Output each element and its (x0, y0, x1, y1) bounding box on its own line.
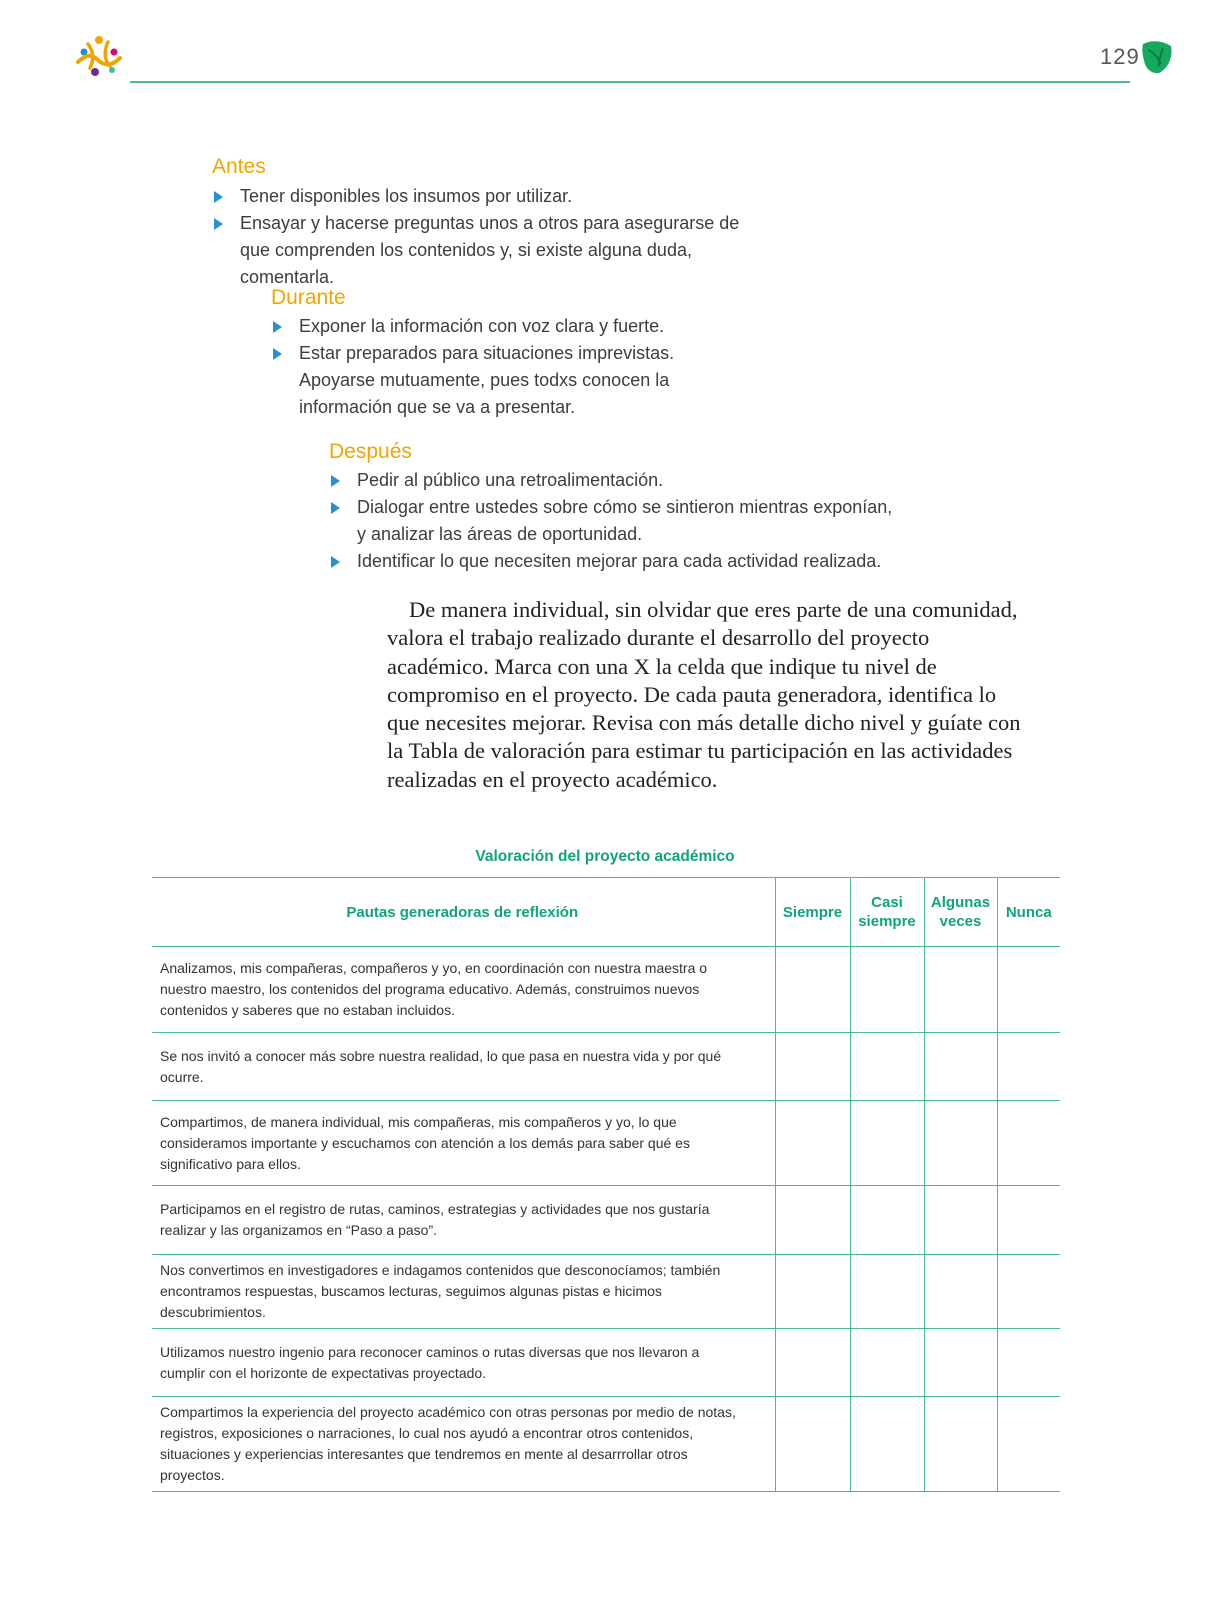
header-pautas: Pautas generadoras de reflexión (152, 878, 775, 947)
cell-nunca[interactable] (997, 1255, 1060, 1329)
cell-siempre[interactable] (775, 1186, 850, 1255)
cell-casi-siempre[interactable] (850, 1255, 924, 1329)
header-nunca: Nunca (997, 878, 1060, 947)
list-despues (329, 467, 894, 575)
section-title-durante: Durante (271, 286, 346, 309)
table-caption: Valoración del proyecto académico (475, 848, 735, 865)
pauta-text: Participamos en el registro de rutas, caminos, estrategias y actividades que nos gustaría realizar y las organizamos en “Paso a paso”. (152, 1186, 775, 1255)
header-casi-siempre: Casi siempre (850, 878, 924, 947)
bullet-arrow-icon (273, 348, 282, 360)
cell-nunca[interactable] (997, 1101, 1060, 1186)
cell-siempre[interactable] (775, 1255, 850, 1329)
section-title-antes: Antes (212, 155, 266, 178)
table-header-row (152, 878, 1060, 947)
cell-algunas-veces[interactable] (924, 1255, 997, 1329)
bullet-arrow-icon (273, 321, 282, 333)
intro-paragraph: De manera individual, sin olvidar que eres parte de una comunidad, valora el trabajo realizado durante el desarrollo del proyecto académico. Marca con una X la celda que indique tu nivel de compromiso en el proyecto. De cada pauta generadora, identifica lo que necesites mejorar. Revisa con más detalle dicho nivel y guíate con la Tabla de valoración para estimar tu participación en las actividades realizadas en el proyecto académico. (387, 597, 1021, 792)
cell-nunca[interactable] (997, 1033, 1060, 1101)
cell-algunas-veces[interactable] (924, 1101, 997, 1186)
list-durante (271, 313, 746, 421)
page-number: 129 (1100, 44, 1140, 69)
cell-nunca[interactable] (997, 947, 1060, 1033)
logo-icon (72, 32, 126, 86)
cell-algunas-veces[interactable] (924, 1033, 997, 1101)
cell-algunas-veces[interactable] (924, 947, 997, 1033)
pauta-text: Compartimos la experiencia del proyecto académico con otras personas por medio de notas, registros, exposiciones o narraciones, lo cual nos ayudó a encontrar otros contenidos, situaciones y experiencias interesantes que tendremos en mente al desarrrollar otros proyectos. (152, 1397, 775, 1492)
cell-algunas-veces[interactable] (924, 1186, 997, 1255)
cell-nunca[interactable] (997, 1186, 1060, 1255)
table-row (152, 1397, 1060, 1492)
cell-nunca[interactable] (997, 1397, 1060, 1492)
list-item: Exponer la información con voz clara y fuerte. (271, 313, 746, 340)
table-row (152, 1186, 1060, 1255)
cell-casi-siempre[interactable] (850, 1397, 924, 1492)
cell-casi-siempre[interactable] (850, 1329, 924, 1397)
table-row (152, 1033, 1060, 1101)
table-row (152, 1101, 1060, 1186)
list-item: Ensayar y hacerse preguntas unos a otros para asegurarse de que comprenden los contenidos y, si existe alguna duda, comentarla. (212, 210, 752, 291)
cell-casi-siempre[interactable] (850, 947, 924, 1033)
header-siempre: Siempre (775, 878, 850, 947)
list-item: Estar preparados para situaciones imprevistas. Apoyarse mutuamente, pues todxs conocen la información que se va a presentar. (271, 340, 746, 421)
cell-siempre[interactable] (775, 1033, 850, 1101)
list-item: Tener disponibles los insumos por utilizar. (212, 183, 752, 210)
valoracion-table (152, 877, 1060, 1492)
table-row (152, 1329, 1060, 1397)
header-rule (130, 81, 1130, 83)
bullet-arrow-icon (214, 191, 223, 203)
pauta-text: Utilizamos nuestro ingenio para reconocer caminos o rutas diversas que nos llevaron a cumplir con el horizonte de expectativas proyectado. (152, 1329, 775, 1397)
table-row (152, 1255, 1060, 1329)
list-item: Dialogar entre ustedes sobre cómo se sintieron mientras exponían, y analizar las áreas de oportunidad. (329, 494, 894, 548)
cell-casi-siempre[interactable] (850, 1186, 924, 1255)
bullet-arrow-icon (331, 502, 340, 514)
pauta-text: Nos convertimos en investigadores e indagamos contenidos que desconocíamos; también encontramos respuestas, buscamos lecturas, seguimos algunas pistas e hicimos descubrimientos. (152, 1255, 775, 1329)
cell-algunas-veces[interactable] (924, 1329, 997, 1397)
pauta-text: Se nos invitó a conocer más sobre nuestra realidad, lo que pasa en nuestra vida y por qué ocurre. (152, 1033, 775, 1101)
bullet-arrow-icon (214, 218, 223, 230)
cell-siempre[interactable] (775, 1101, 850, 1186)
cell-siempre[interactable] (775, 1329, 850, 1397)
section-title-despues: Después (329, 440, 412, 463)
pauta-text: Analizamos, mis compañeras, compañeros y yo, en coordinación con nuestra maestra o nuestro maestro, los contenidos del programa educativo. Además, construimos nuevos contenidos y saberes que no estaban incluidos. (152, 947, 775, 1033)
list-item: Identificar lo que necesiten mejorar para cada actividad realizada. (329, 548, 894, 575)
header-algunas-veces: Algunas veces (924, 878, 997, 947)
list-antes (212, 183, 752, 291)
cell-casi-siempre[interactable] (850, 1101, 924, 1186)
list-item: Pedir al público una retroalimentación. (329, 467, 894, 494)
cell-nunca[interactable] (997, 1329, 1060, 1397)
cell-algunas-veces[interactable] (924, 1397, 997, 1492)
cell-siempre[interactable] (775, 947, 850, 1033)
cell-siempre[interactable] (775, 1397, 850, 1492)
pauta-text: Compartimos, de manera individual, mis compañeras, mis compañeros y yo, lo que consideramos importante y escuchamos con atención a los demás para saber qué es significativo para ellos. (152, 1101, 775, 1186)
cell-casi-siempre[interactable] (850, 1033, 924, 1101)
table-row (152, 947, 1060, 1033)
leaf-icon (1139, 38, 1175, 76)
bullet-arrow-icon (331, 556, 340, 568)
bullet-arrow-icon (331, 475, 340, 487)
